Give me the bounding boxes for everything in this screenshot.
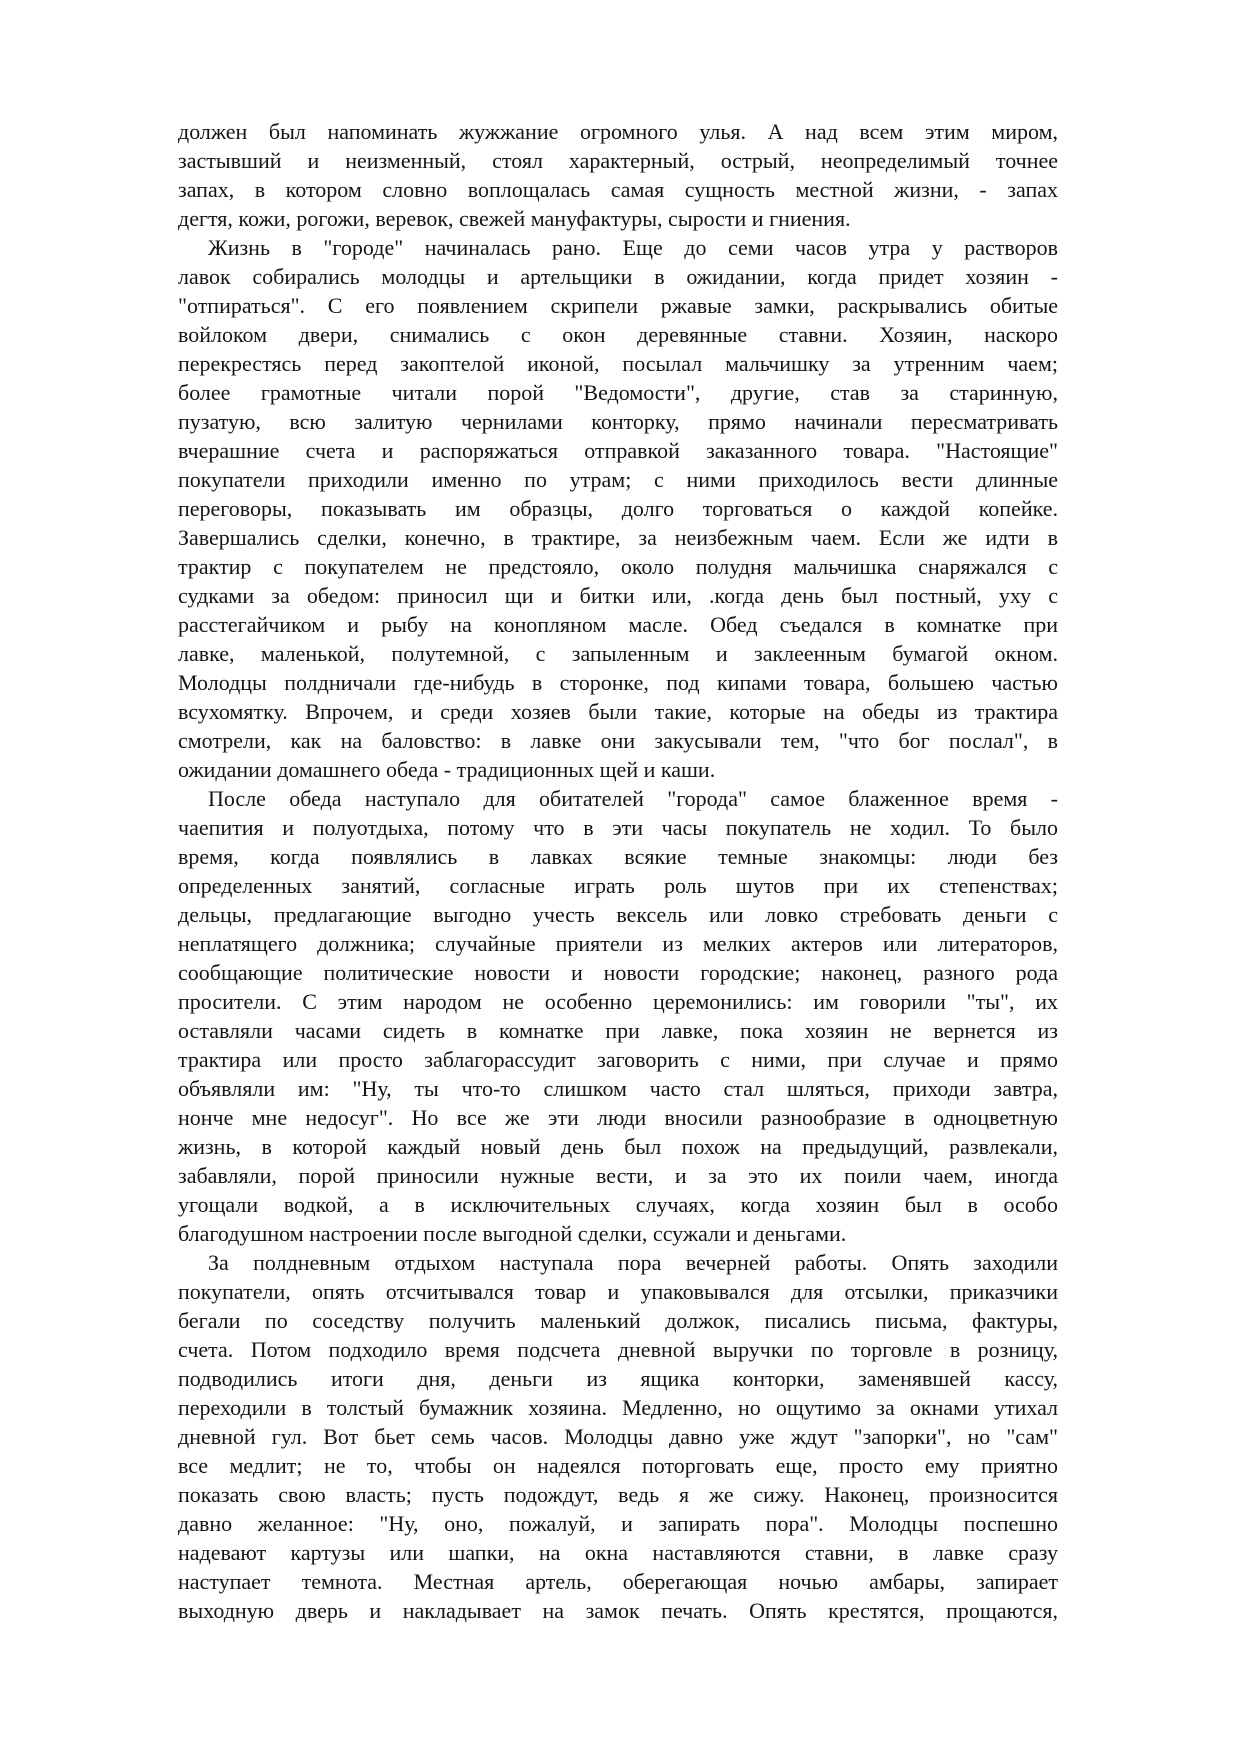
text-line: Завершались сделки, конечно, в трактире, за неизбежным чаем. Если же идти в <box>178 525 1058 550</box>
text-line: перекрестясь перед закоптелой иконой, посылал мальчишку за утренним чаем; <box>178 351 1058 376</box>
text-line: надевают картузы или шапки, на окна наставляются ставни, в лавке сразу <box>178 1540 1058 1565</box>
text-line: жизнь, в которой каждый новый день был похож на предыдущий, развлекали, <box>178 1134 1058 1159</box>
text-line: дегтя, кожи, рогожи, веревок, свежей мануфактуры, сырости и гниения. <box>178 206 851 231</box>
document-body <box>178 117 1058 1625</box>
text-line: пузатую, всю залитую чернилами конторку, прямо начинали пересматривать <box>178 409 1058 434</box>
text-line: войлоком двери, снимались с окон деревянные ставни. Хозяин, наскоро <box>178 322 1058 347</box>
text-line: Молодцы полдничали где-нибудь в сторонке, под кипами товара, большею частью <box>178 670 1058 695</box>
text-line: дневной гул. Вот бьет семь часов. Молодцы давно уже ждут "запорки", но "сам" <box>178 1424 1058 1449</box>
paragraph-first-line: Жизнь в "городе" начиналась рано. Еще до семи часов утра у растворов <box>208 235 1058 260</box>
text-line: расстегайчиком и рыбу на конопляном масле. Обед съедался в комнатке при <box>178 612 1058 637</box>
text-line: неплатящего должника; случайные приятели из мелких актеров или литераторов, <box>178 931 1058 956</box>
text-line: должен был напоминать жужжание огромного улья. А над всем этим миром, <box>178 119 1058 144</box>
text-line: определенных занятий, согласные играть роль шутов при их степенствах; <box>178 873 1058 898</box>
text-line: всухомятку. Впрочем, и среди хозяев были такие, которые на обеды из трактира <box>178 699 1058 724</box>
text-line: трактира или просто заблагорассудит заговорить с ними, при случае и прямо <box>178 1047 1058 1072</box>
text-line: подводились итоги дня, деньги из ящика конторки, заменявшей кассу, <box>178 1366 1058 1391</box>
text-line: ожидании домашнего обеда - традиционных щей и каши. <box>178 757 716 782</box>
text-line: судками за обедом: приносил щи и битки или, .когда день был постный, уху с <box>178 583 1058 608</box>
text-line: благодушном настроении после выгодной сделки, ссужали и деньгами. <box>178 1221 847 1246</box>
text-line: запах, в котором словно воплощалась самая сущность местной жизни, - запах <box>178 177 1058 202</box>
text-line: угощали водкой, а в исключительных случаях, когда хозяин был в особо <box>178 1192 1058 1217</box>
text-line: смотрели, как на баловство: в лавке они закусывали тем, "что бог послал", в <box>178 728 1058 753</box>
text-line: все медлит; не то, чтобы он надеялся поторговать еще, просто ему приятно <box>178 1453 1058 1478</box>
text-line: застывший и неизменный, стоял характерный, острый, неопределимый точнее <box>178 148 1058 173</box>
text-line: время, когда появлялись в лавках всякие темные знакомцы: люди без <box>178 844 1058 869</box>
text-line: нонче мне недосуг". Но все же эти люди вносили разнообразие в одноцветную <box>178 1105 1058 1130</box>
text-line: покупатели, опять отсчитывался товар и упаковывался для отсылки, приказчики <box>178 1279 1058 1304</box>
text-line: бегали по соседству получить маленький должок, писались письма, фактуры, <box>178 1308 1058 1333</box>
paragraph-first-line: За полдневным отдыхом наступала пора вечерней работы. Опять заходили <box>208 1250 1058 1275</box>
text-line: более грамотные читали порой "Ведомости", другие, став за старинную, <box>178 380 1058 405</box>
text-line: лавке, маленькой, полутемной, с запыленным и заклеенным бумагой окном. <box>178 641 1058 666</box>
text-line: трактир с покупателем не предстояло, около полудня мальчишка снаряжался с <box>178 554 1058 579</box>
text-line: вчерашние счета и распоряжаться отправкой заказанного товара. "Настоящие" <box>178 438 1058 463</box>
text-line: выходную дверь и накладывает на замок печать. Опять крестятся, прощаются, <box>178 1598 1058 1623</box>
text-line: наступает темнота. Местная артель, оберегающая ночью амбары, запирает <box>178 1569 1058 1594</box>
text-line: дельцы, предлагающие выгодно учесть вексель или ловко стребовать деньги с <box>178 902 1058 927</box>
text-line: переходили в толстый бумажник хозяина. Медленно, но ощутимо за окнами утихал <box>178 1395 1058 1420</box>
text-line: сообщающие политические новости и новости городские; наконец, разного рода <box>178 960 1058 985</box>
text-line: оставляли часами сидеть в комнатке при лавке, пока хозяин не вернется из <box>178 1018 1058 1043</box>
text-line: чаепития и полуотдыха, потому что в эти часы покупатель не ходил. То было <box>178 815 1058 840</box>
text-line: покупатели приходили именно по утрам; с ними приходилось вести длинные <box>178 467 1058 492</box>
text-line: "отпираться". С его появлением скрипели ржавые замки, раскрывались обитые <box>178 293 1058 318</box>
text-line: давно желанное: "Ну, оно, пожалуй, и запирать пора". Молодцы поспешно <box>178 1511 1058 1536</box>
text-line: просители. С этим народом не особенно церемонились: им говорили "ты", их <box>178 989 1058 1014</box>
text-line: счета. Потом подходило время подсчета дневной выручки по торговле в розницу, <box>178 1337 1058 1362</box>
text-line: забавляли, порой приносили нужные вести, и за это их поили чаем, иногда <box>178 1163 1058 1188</box>
paragraph-first-line: После обеда наступало для обитателей "города" самое блаженное время - <box>208 786 1058 811</box>
text-line: показать свою власть; пусть подождут, ведь я же сижу. Наконец, произносится <box>178 1482 1058 1507</box>
text-line: переговоры, показывать им образцы, долго торговаться о каждой копейке. <box>178 496 1058 521</box>
text-line: объявляли им: "Ну, ты что-то слишком часто стал шляться, приходи завтра, <box>178 1076 1058 1101</box>
text-line: лавок собирались молодцы и артельщики в ожидании, когда придет хозяин - <box>178 264 1058 289</box>
